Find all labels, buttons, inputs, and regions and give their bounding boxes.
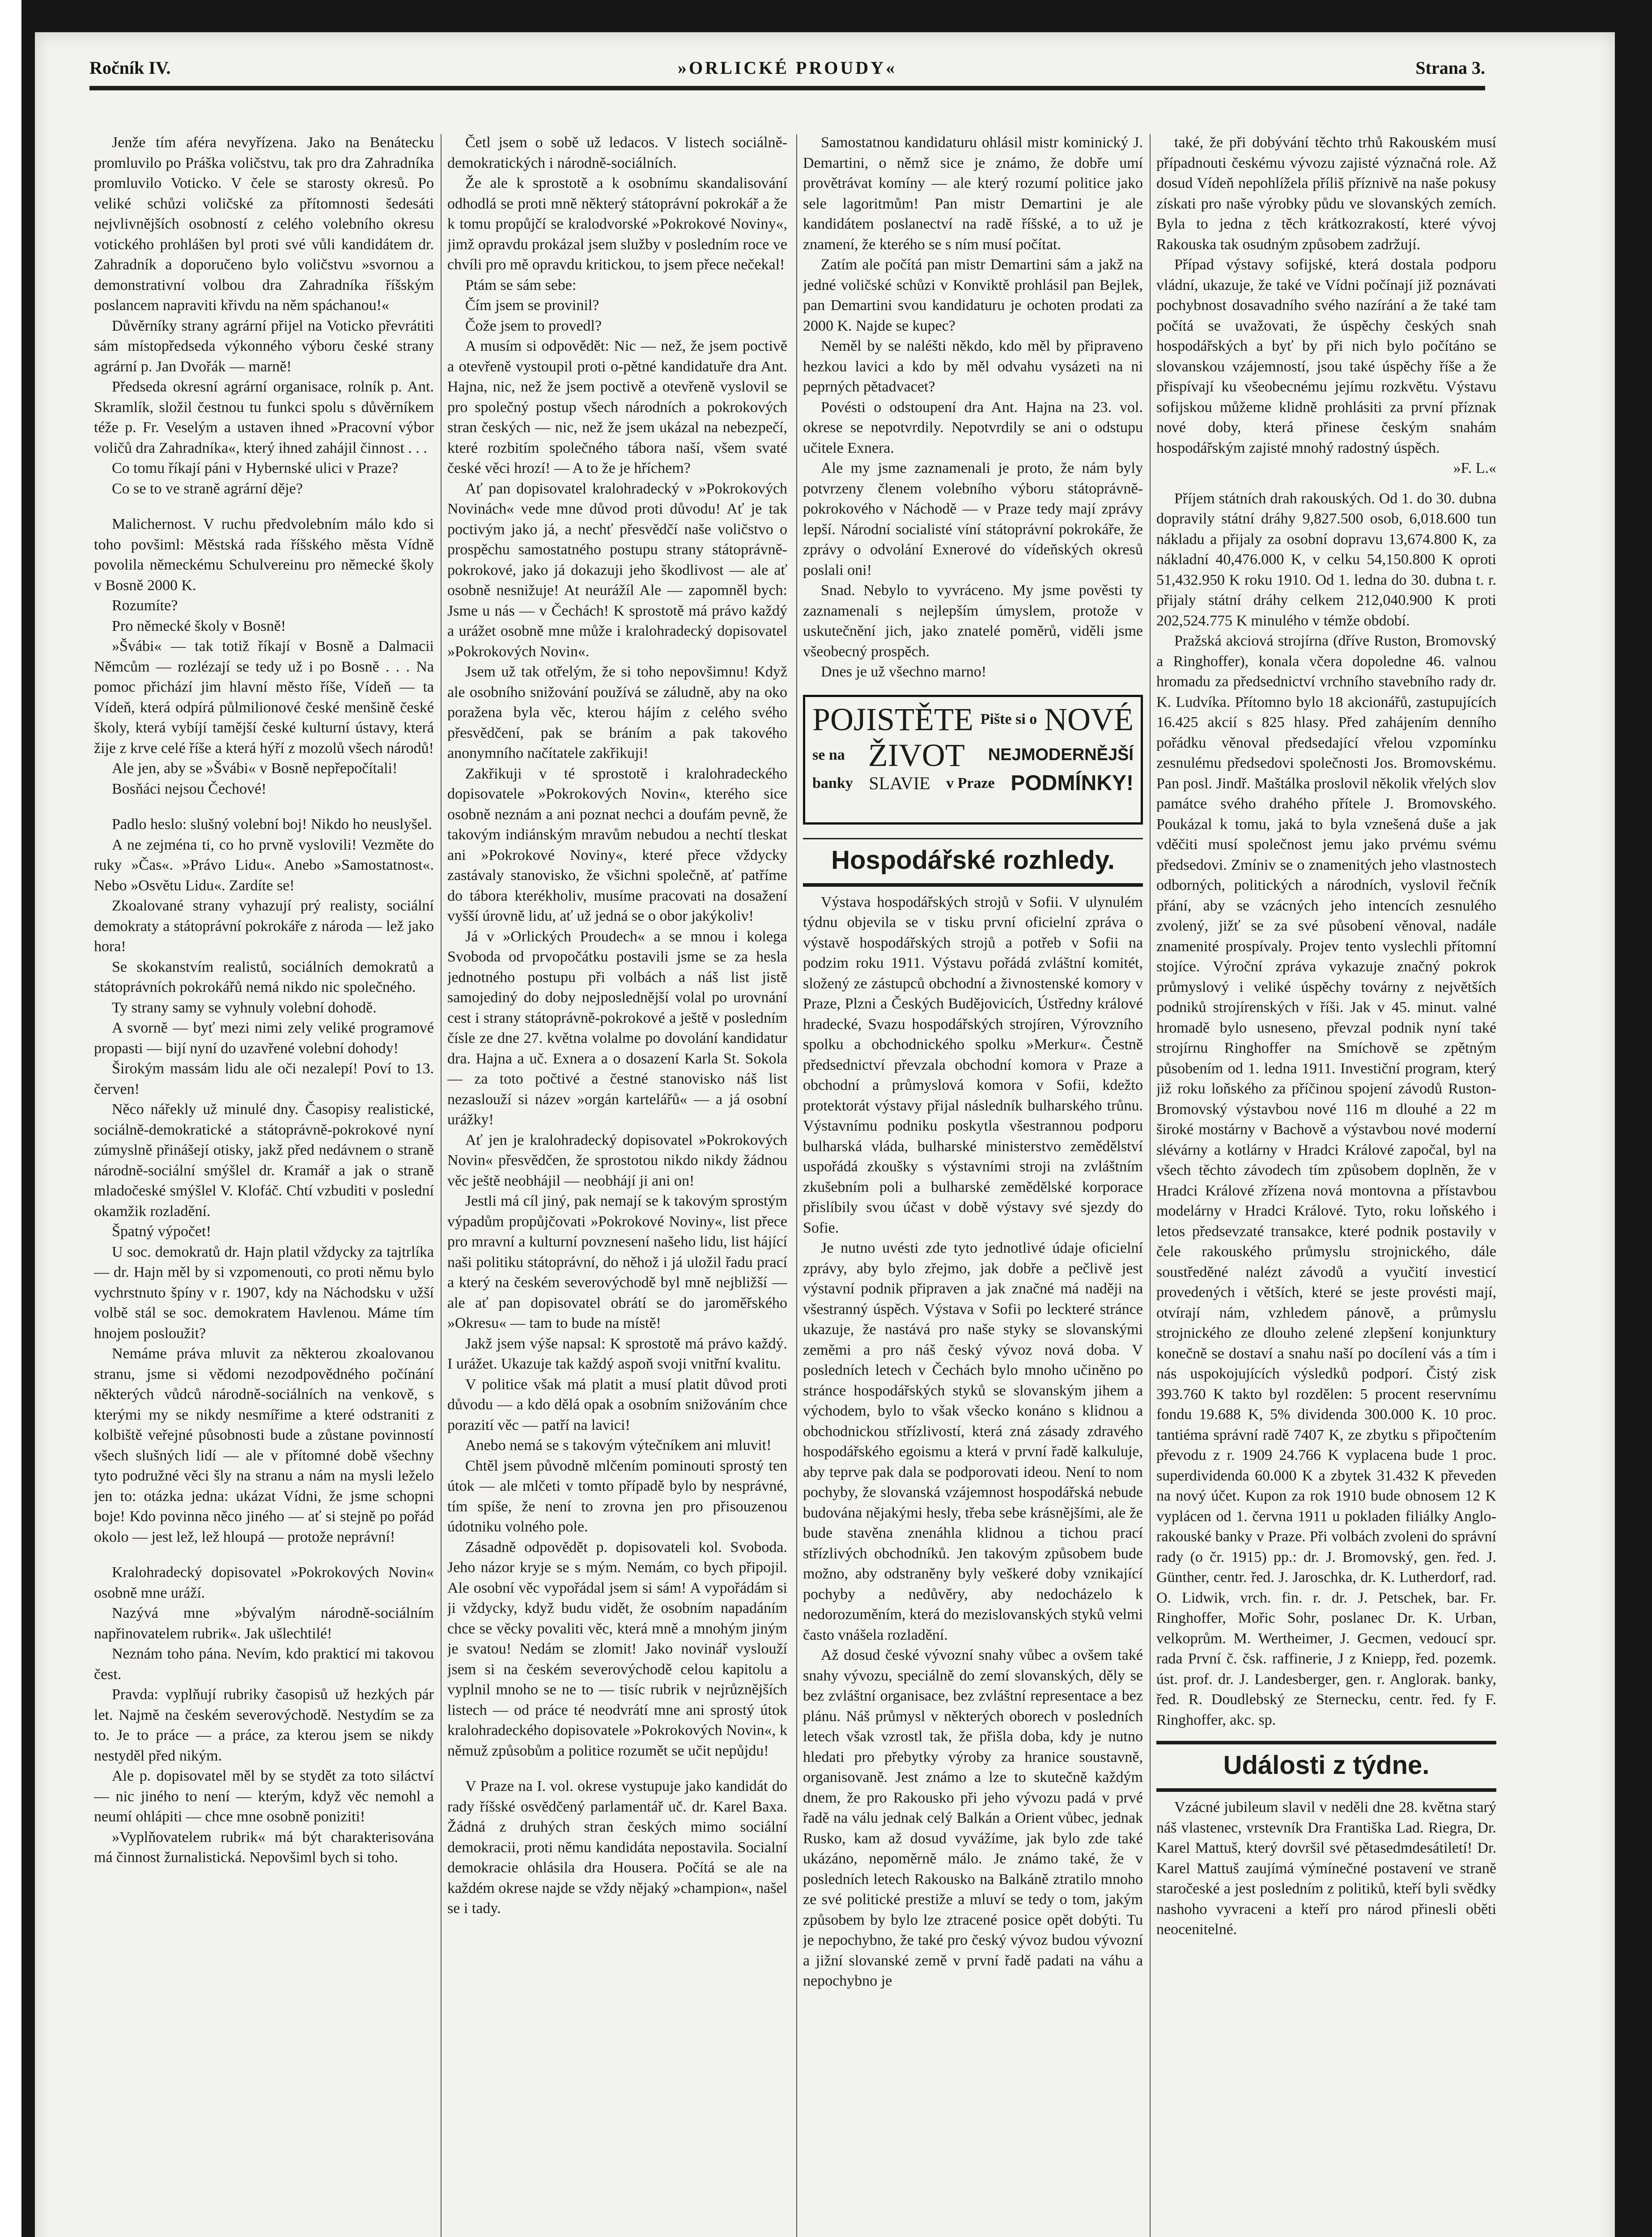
section-rule: [803, 838, 1143, 839]
ad-headline: NOVÉ: [1044, 701, 1134, 737]
paragraph: Ptám se sám sebe:: [465, 276, 577, 293]
column-4-bottom-text: [1156, 1797, 1496, 1940]
ad-text: banky: [812, 774, 853, 791]
ad-company-name: SLAVIE: [869, 773, 930, 793]
paragraph: U soc. demokratů dr. Hajn platil vždycky za tajtrlíka — dr. Hajn měl by si vzpomenouti, co proti němu bylo vychrstnuto špíny v r. 1907, kdy na Náchodsku v užší volbě stál se soc. demokratem Havlenou. Máme tím hnojem posloužit?: [94, 1243, 434, 1342]
ad-headline: POJISTĚTE: [812, 701, 973, 737]
paragraph: Co tomu říkají páni v Hybernské ulici v Praze?: [112, 460, 399, 476]
paragraph: Až dosud české vývozní snahy vůbec a ovšem také snahy vývozu, speciálně do zemí slovanských, děly se bez zvláštní organisace, bez zvláštní representace a bez plánu. Náš průmysl v některých oborech v posledních letech však vzrostl tak, že přišla doba, kdy je nutno hledati pro přebytky výroby za hranice soustavně, organisovaně. Jest známo a lze to skutečně každým dnem, že pro Rakousko při jeho vývozu padá v prvé řadě na válu jednak celý Balkán a Orient vůbec, jednak Rusko, kam až dosud vyvážíme, jak bylo zde také ukázáno, nepoměrně málo. Je známo také, že v posledních letech Rakousko na Balkáně ztratilo mnoho ze své politické prestiže a mluví se tedy o tom, jakým způsobem by bylo lze ztracené posice opět dobýti. Tu je nepochybno, že také pro český vývoz budou vývozní a jižní slovanské země v první řadě padati na váhu a nepochybno je: [803, 1647, 1143, 1989]
paragraph: [94, 799, 434, 814]
paragraph: Zakřikuji v té sprostotě i kralohradeckého dopisovatele »Pokrokových Novin«, kterého sice osobně neznám a ani poznat nechci a doufám pevně, že takovým indiánským mravům nebudou a nechtí tleskat ani »Pokrokové Noviny«, které přece vždycky zastávaly stanovisko, že všichni společně, ať patříme do tábora kterékholiv, musíme pracovati na dosažení vyšší úrovně lidu, ať už jedná se o obor jakýkoliv!: [447, 765, 787, 924]
masthead-rule: [89, 86, 1485, 90]
paragraph: »Vyplňovatelem rubrik« má být charakterisována má činnost žurnalistická. Nepovšiml bych si toho.: [94, 1829, 434, 1866]
paragraph: Něco nářekly už minulé dny. Časopisy realistické, sociálně-demokratické a státoprávně-pokrokové nyní zúmyslně přinášejí otisky, jakž před nedávnem o straně národně-sociální smýšlel dr. Kramář a jak o straně mladočeské smýšlel V. Klofáč. Chtí vzbuditi v poslední okamžik rozladění.: [94, 1101, 434, 1220]
paragraph: [94, 1547, 434, 1562]
paragraph: Neznám toho pána. Nevím, kdo prakticí mi takovou čest.: [94, 1646, 434, 1683]
paragraph: Co se to ve straně agrární děje?: [112, 480, 303, 497]
column-separator: [441, 134, 442, 2237]
paragraph: Ale jen, aby se »Švábi« v Bosně nepřepočítali!: [112, 760, 398, 777]
volume-label: Ročník IV.: [89, 58, 171, 78]
paragraph: Ty strany samy se vyhnuly volební dohodě.: [112, 999, 377, 1016]
ad-headline: PODMÍNKY!: [1011, 771, 1134, 795]
paragraph: Jestli má cíl jiný, pak nemají se k takovým sprostým výpadům propůjčovati »Pokrokové Noviny«, list přece pro mravní a kulturní povznesení našeho lidu, list hájící naši politiku státoprávní, do něhož i já uložil řadu prací a který na českém severovýchodě byl mně nejbližší — ale ať pan dopisovatel obrátí se do jaroměřského »Okresu« — tam to bude na místě!: [447, 1193, 787, 1331]
paragraph: Samostatnou kandidaturu ohlásil mistr kominický J. Demartini, o němž sice je známo, že dobře umí provětrávat komíny — ale který rozumí politice jako sele lagoritmům! Pan mistr Demartini je ale kandidátem poslanectví na radě říšské, a to už je znamení, že kterého se s ním musí počítat.: [803, 134, 1143, 253]
paragraph: Jsem už tak otřelým, že si toho nepovšimnu! Když ale osobního snižování používá se záludně, aby na oko poražena byla věc, kterou hájím z celého svého přesvědčení, pak se bráním a pak takového anonymního načítatele zakřikuji!: [447, 663, 787, 761]
column-separator: [796, 134, 797, 2237]
paragraph: Čím jsem se provinil?: [465, 297, 599, 314]
ad-headline: ŽIVOT: [868, 737, 965, 773]
column-3-top-text: [803, 132, 1143, 682]
paragraph: Zatím ale počítá pan mistr Demartini sám a jakž na jedné voličské schůzi v Konviktě prohlásil pan Bejlek, pan Demartini svou kandidaturu je ochoten prodati za 2000 K. Najde se kupec?: [803, 256, 1143, 334]
paragraph: Čože jsem to provedl?: [465, 317, 602, 334]
paragraph: Výstava hospodářských strojů v Sofii. V ulynulém týdnu objevila se v tisku první oficielní zpráva o výstavě hospodářských strojů a potřeb v Sofii na podzim roku 1911. Výstavu pořádá zvláštní komitét, složený ze zástupců obchodní a živnostenské komory v Praze, Plzni a Českých Budějovicích, Ústředny králové hradecké, Svazu hospodářských strojíren, Výrovzního spolku a obchodnického spolku »Merkur«. Čestně předsednictví převzala obchodní komora v Praze a obchodní a průmyslová komora v Sofii, kdežto protektorát výstavy přijal následník bulharského trůnu. Výstavnímu podniku poskytla všestrannou podporu bulharská vláda, bulharské ministerstvo zemědělství uspořádá zkoušky s výstavními stroji na zvláštním zkušebním poli a bulharské zemědělské korporace přislíbily svou účast v době výstavy své sjezdy do Sofie.: [803, 893, 1143, 1236]
paragraph: Ať jen je kralohradecký dopisovatel »Pokrokových Novin« přesvědčen, že sprostotou nikdo nikdy žádnou věc ještě neobhájil — neobhájí ji ani on!: [447, 1131, 787, 1189]
paragraph: Bosňáci nejsou Čechové!: [112, 780, 267, 797]
paragraph: Je nutno uvésti zde tyto jednotlivé údaje oficielní zprávy, aby bylo zřejmo, jak dobře a pečlivě jest výstavní podnik připraven a jak značné má naději na všestranný úspěch. Výstava v Sofii po leckteré stránce ukazuje, že nastává pro naše styky se slovanskými zeměmi a pro náš český vývoz nová doba. V posledních letech v Čechách bylo mnoho učiněno po stránce hospodářských styků se slovanským jihem a východem, bylo to však všecko konáno s klidnou a obchodnickou střízlivostí, která zná zásady zdravého hospodářského egoismu a která v první řadě kalkuluje, aby teprve pak dala se podporovati ideou. Není to nom pochyby, že slovanská vzájemnost hospodářská nebude budována nějakými hesly, třeba sebe krásnějšími, ale že bude stavěna znenáhla klidnou a tichou prací střízlivých obchodníků. Jen takovým způsobem bude možno, aby odstraněny byly veškeré doby vznikající pochyby a nedůvěry, aby nedocházelo k nedorozuměním, která do mezislovanských styků velmi často vnášela rozladění.: [803, 1240, 1143, 1643]
paragraph: Padlo heslo: slušný volební boj! Nikdo ho neuslyšel.: [112, 816, 432, 833]
paragraph: Důvěrníky strany agrární přijel na Voticko převrátiti sám místopředseda výkonného výboru české strany agrární p. Jan Dvořák — marně!: [94, 317, 434, 375]
column-1: [94, 132, 434, 2237]
paragraph: Nazývá mne »bývalým národně-sociálním napřinovatelem rubrik«. Jak ušlechtilé!: [94, 1605, 434, 1642]
section-heading-hospodarske-rozhledy: Hospodářské rozhledy.: [831, 845, 1115, 875]
paragraph: Zkoalované strany vyhazují prý realisty, sociální demokraty a státoprávní pokrokáře z národa — lež jako hora!: [94, 897, 434, 955]
paragraph: Že ale k sprostotě a k osobnímu skandalisování odhodlá se proti mně některý státoprávní pokrokář a že k tomu propůjčí se kralodvorské »Pokrokové Noviny«, jimž opravdu prokázal jsem služby v posledním roce ve chvíli pro mě opravdu kritickou, to jsem přece nečekal!: [447, 175, 787, 273]
paragraph: Pražská akciová strojírna (dříve Ruston, Bromovský a Ringhoffer), konala včera dopoledne 46. valnou hromadu za předsednictví vrchního stavebního rady dr. K. Ludvíka. Přítomno bylo 18 akcionářů, zastupujících 16.425 akcií s 825 hlasy. Před zahájením denního pořádku věnoval předsedající vřelou vzpomínku zesnulému předsedovi společnosti Jos. Bromovskému. Pan posl. Jindř. Maštálka proslovil několik vřelých slov památce svého drahého přítele J. Bromovského. Poukázal k tomu, jaká to byla vznešená duše a jak vděčiti musí společnost jemu jako prvému svému předsedovi. Zmíniv se o znamenitých jeho vlastnostech odborných, politických a národních, vyslovil řečník přání, aby se vzácných jeho intencích zesnulého zvolený, jižť se za své působení věnoval, nadále znamenité prospívaly. Projev tento vyslechli přítomní stojíce. Výroční zpráva vykazuje značný pokrok průmyslový i veliké úspěchy továrny z největších podniků strojírenských v říši. Jak v 45. minut. valné hromadě bylo usneseno, převzal podnik nyní také strojírnu Ringhoffer na Smíchově se zpětným působením od 1. ledna 1911. Investiční program, který již roku loňského za příčinou spojení závodů Ruston-Bromovský výstavbou nové 116 m dlouhé a 22 m široké mostárny v Bachově a výstavbou nové moderní slévárny a kotlárny v Hradci Králové započal, byl na všech těchto závodech tím způsobem doplněn, že v Hradci Králové zřízena nová montovna a přístavbou modelárny v Hradci Králové. Tyto, roku loňského i letos předsevzaté transakce, které podnik postavily v čele rakouského průmyslu strojnického, dále soustředěné nalézt závodů a vyučití investicí provedených i větších, které se jeste provésti mají, otvírají nám, vzhledem pánově, a průmyslu strojnického ze dlouho zelené zlepšení konjunktury konečně se dostaví a snahu naší po docílení vás a tím i nás uspokojujících výsledků podporí. Čistý zisk 393.760 K takto byl rozdělen: 5 procent reservnímu fondu 19.688 K, 5% dividenda 300.000 K. 10 proc. tantiéma správní radě 7407 K, ze zbytku s připočtením převodu z r. 1909 24.766 K vyplacena bude 1 proc. superdividenda 60.000 K a zbytek 31.432 K převeden na nový účet. Kupon za rok 1910 bude obnosem 12 K vyplácen od 1. června 1911 u pokladen filiálky Anglo-rakouské banky v Praze. Při volbách zvoleni do správní rady (o čr. 1915) pp.: dr. J. Bromovský, gen. řed. J. Günther, centr. řed. J. Jaroschka, dr. K. Lutherdorf, rad. O. Lidwik, vrch. fin. r. dr. J. Petschek, bar. Fr. Ringhoffer, Mořic Sohr, poslanec Dr. K. Urban, velkoprům. M. Wertheimer, J. Gecmen, vedoucí spr. rada První č. čsk. raffinerie, J z Kniepp, řed. pozemk. úst. prof. dr. J. Landesberger, gen. r. Anglorak. banky, řed. R. Doudlebský ze Sternecku, centr. řed. fy F. Ringhoffer, akc. sp.: [1156, 633, 1496, 1728]
paragraph: Dnes je už všechno marno!: [821, 663, 987, 680]
ad-text: se na: [812, 746, 845, 763]
column-3: [803, 132, 1143, 2237]
paragraph: Příjem státních drah rakouských. Od 1. do 30. dubna dopravily státní dráhy 9,827.500 osob, 6,018.600 tun nákladu a přijaly za osobní dopravu 13,674.800 K, za nákladní 40,476.000 K, v celku 54,150.800 K oproti 51,432.950 K roku 1910. Od 1. ledna do 30. dubna t. r. přijaly státní dráhy celkem 212,040.900 K proti 202,524.775 K minulého v témže období.: [1156, 490, 1496, 629]
paragraph: »Švábi« — tak totiž říkají v Bosně a Dalmacii Němcům — rozlézají se tedy už i po Bosně . . . Na pomoc přichází jim hlavní město říše, Vídeň — ta Vídeň, která odpírá půlmilionové české menšině české školy, která vybíjí tamější české kulturní ústavy, která žije z krve celé říše a která hýří z mozolů všech národů!: [94, 638, 434, 757]
paragraph: Předseda okresní agrární organisace, rolník p. Ant. Skramlík, složil čestnou tu funkci spolu s důvěrníkem téže p. Fr. Veselým a ustaven ihned »Pracovní výbor voličů dra Zahradníka«, který ihned zahájil činnost . . .: [94, 379, 434, 456]
paragraph: Pravda: vyplňují rubriky časopisů už hezkých pár let. Najmě na českém severovýchodě. Nestydím se za to. Je to práce — a práce, za kterou jsem se nikdy nestyděl před nikým.: [94, 1686, 434, 1764]
paragraph: Špatný výpočet!: [112, 1223, 211, 1240]
paragraph: [94, 499, 434, 514]
paragraph: Malichernost. V ruchu předvolebním málo kdo si toho povšiml: Městská rada říšského města Vídně povolila německému Schulvereinu pro německé školy v Bosně 2000 K.: [94, 516, 434, 594]
ad-text: v Praze: [946, 774, 995, 791]
paragraph: Případ výstavy sofijské, která dostala podporu vládní, ukazuje, že také ve Vídni počínají již poznávati pochybnost dosavadního svého nazírání a že také tam počítá se uvažovati, že úspěchy českých snah hospodářských a byť by při nich bylo počítáno se slovanskou vzájemností, jsou také úspěchy říše a že přispívají ku všeobecnému jejímu rozkvětu. Výstavu sofijskou můžeme klidně prohlásiti za první příznak nové doby, která přinese českým snahám hospodářským zajisté mnohý radostný úspěch.: [1156, 256, 1496, 456]
author-signature: »F. L.«: [1453, 460, 1496, 476]
paragraph: Nemáme práva mluvit za některou zkoalovanou stranu, jsme si vědomi nezodpovědného počínání některých vůdců národně-sociálních na venkově, s kterými my se nikdy nesmířime a které odstraniti z kolbiště veřejné působnosti bude a zůstane povinností všech slušných lidí — ale v přítomné době všechny tyto podružné věci šly na stranu a nám na mysli leželo jen to: otázka jedna: ukázat Vídni, že jsme schopni boje! Kdo povinna něco jiného — ať si stejně po pořád okolo — jest lež, lež hloupá — protože neprávní!: [94, 1345, 434, 1545]
paragraph: Se skokanstvím realistů, sociálních demokratů a státoprávních pokrokářů nemá nikdo nic společného.: [94, 958, 434, 995]
paragraph: Neměl by se naléšti někdo, kdo měl by připraveno hezkou lavici a kdo by měl odvahu vysázeti na ni peprných pětadvacet?: [803, 338, 1143, 395]
paragraph: také, že při dobývání těchto trhů Rakouském musí případnouti českému vývozu zajisté význačná role. Až dosud Vídeň nepohlížela příliš příznivě na naše pokusy získati pro naše výrobky půdu ve slovanských zemích. Byla to jedna z těch krátkozrakostí, které vývoj Rakouska tak osudným způsobem zadržují.: [1156, 134, 1496, 253]
paragraph: A svorně — byť mezi nimi zely veliké programové propasti — bijí nyní do uzavřené volební dohody!: [94, 1020, 434, 1057]
masthead: [89, 57, 1485, 84]
section-heading-udalosti-z-tydne: Události z týdne.: [1223, 1751, 1430, 1780]
left-margin-strip: [0, 0, 21, 2237]
paragraph: Snad. Nebylo to vyvráceno. My jsme pověsti ty zaznamenali s nejlepším úmyslem, protože v uskutečnění jich, jako znatelé poměrů, viděli jsme všeobecný prospěch.: [803, 582, 1143, 660]
paragraph: V politice však má platit a musí platit důvod proti důvodu — a kdo dělá opak a osobním snižováním chce porazití věc — patří na lavici!: [447, 1376, 787, 1433]
column-separator: [1150, 134, 1151, 2237]
paragraph: Anebo nemá se s takovým výtečníkem ani mluvit!: [465, 1437, 772, 1454]
paragraph: Četl jsem o sobě už ledacos. V listech sociálně-demokratických i národně-sociálních.: [447, 134, 787, 171]
section-rule: [1156, 1788, 1496, 1792]
paragraph: Ale my jsme zaznamenali je proto, že nám byly potvrzeny členem volebního výboru státoprávně-pokrokového v Náchodě — v Praze tedy mají zprávy lepší. Národní socialisté víní státoprávní pokrokáře, že zprávy o odvolání Exnerové do vídeňských okresů poslali oni!: [803, 460, 1143, 578]
page-number: Strana 3.: [1415, 58, 1485, 78]
paragraph: Pro německé školy v Bosně!: [112, 617, 286, 634]
column-4-mid-text: [1156, 489, 1496, 1731]
paragraph: Ale p. dopisovatel měl by se stydět za toto siláctví — nic jiného to není — kterým, když věc nemohl a neumí ohlápiti — chce mne osobně poniziti!: [94, 1768, 434, 1825]
paragraph: Rozumíte?: [112, 597, 178, 614]
paragraph: V Praze na I. vol. okrese vystupuje jako kandidát do rady říšské osvědčený parlamentář uč. dr. Karel Baxa. Žádná z druhých stran českých mimo sociální demokracii, proti němu kandidáta nepostavila. Socialní demokracie ohlásila dra Housera. Počítá se ale na každém okrese najde se vždy nějaký »champion«, našel se i tady.: [447, 1778, 787, 1917]
paragraph: Jakž jsem výše napsal: K sprostotě má právo každý. I urážet. Ukazuje tak každý aspoň svoji vnitřní kvalitu.: [447, 1335, 787, 1372]
section-rule: [1156, 1741, 1496, 1744]
column-2: [447, 132, 787, 2237]
paragraph: Povésti o odstoupení dra Ant. Hajna na 23. vol. okrese se nepotvrdily. Nepotvrdily se ani o odstupu učitele Exnera.: [803, 399, 1143, 456]
paragraph: Ať pan dopisovatel kralohradecký v »Pokrokových Novinách« vede mne důvod proti důvodu! Ať je tak poctivým jako já, a nechť přesvědčí naše voličstvo o prospěchu samostatného postupu strany státoprávně-pokrokové, jako já dokazuji jeho škodlivost — ale ať osobně nesnižuje! At neurážíl Ale — zapomněl bych: Jsme u nás — v Čechách! K sprostotě má právo každý a urážet osobně mne může i kralohradecký dopisovatel »Pokrokových Novin«.: [447, 480, 787, 660]
paragraph: Chtěl jsem původně mlčením pominouti sprostý ten útok — ale mlčeti v tomto případě bylo by nesprávné, tím spíše, že není to zrovna jen pro přisouzenou údotniku volného pole.: [447, 1457, 787, 1535]
column-4: [1156, 132, 1496, 2237]
slavie-insurance-advertisement: [803, 695, 1143, 825]
paragraph: Vzácné jubileum slavil v neděli dne 28. května starý náš vlastenec, vrstevník Dra Františka Lad. Riegra, Dr. Karel Mattuš, který dovršil své pětasedmdesátiletí! Dr. Karel Mattuš zaujímá výmínečné postavení ve straně staročeské a jest posledním z politiků, kteří byli svědky nashoho vyvraceni a kteří pro národ přinesli oběti neocenitelné.: [1156, 1799, 1496, 1938]
paragraph: Zásadně odpovědět p. dopisovateli kol. Svoboda. Jeho názor kryje se s mým. Nemám, co bych připojil. Ale osobní věc vypořádal jsem si sám! A vypořádám si ji vždycky, když budu vidět, že osobním napadáním chce se věcky povaliti věc, která mně a mnohým jiným je svatou! Nedám se zlomit! Jako novinář vyslouží jsem si na českém severovýchodě celou kapitolu a vyplnil mnoho se ne to — tisíc rubrik v nejrůznějších listech — od práce té neodvrátí mne ani sprostý útok kralohradeckého dopisovatele »Pokrokových Novin«, k němuž způsobům a politice rozumět se učit nepůjdu!: [447, 1539, 787, 1759]
paragraph: Širokým massám lidu ale oči nezalepí! Poví to 13. červen!: [94, 1060, 434, 1097]
column-3-bottom-text: [803, 892, 1143, 1991]
paragraph: [447, 1761, 787, 1776]
paragraph: A ne zejména ti, co ho prvně vyslovili! Vezměte do ruky »Čas«. »Právo Lidu«. Anebo »Samostatnost«. Nebo »Osvětu Lidu«. Zardíte se!: [94, 836, 434, 894]
ad-text: NEJMODERNĚJŠÍ: [988, 745, 1134, 764]
section-rule: [803, 883, 1143, 887]
paragraph: Já v »Orlických Proudech« a se mnou i kolega Svoboda od prvopočátku postavili jsme se za hesla jednotného postupu při volbách a náš list jistě samojediný do doby nejposlednější volal po urovnání cest i strany státoprávně-pokrokové a ještě v posledním čísle ze dne 27. května volalme po dovolání kandidatur dra. Hajna a uč. Exnera a o dosazení Karla St. Sokola — za toto počtivé a čestné stanovisko náš list nezaslouží si název »orgán kartelářů« — a já osobní urážky!: [447, 928, 787, 1128]
paragraph: Jenže tím aféra nevyřízena. Jako na Benátecku promluvilo po Práška voličstvu, tak pro dra Zahradníka promluvilo Voticko. V čele se starosty okresů. Po veliké schůzi voličské za přítomnosti šedesáti nejvlivnějších osobností z celého volebního okresu votického prohlášen byl proti své vůli kandidátem dr. Zahradník a doporučeno bylo voličstvu »svornou a demonstrativní volbou dra Zahradníka říšským poslancem napraviti křivdu na něm spáchanou!«: [94, 134, 434, 314]
ad-text: Pište si o: [980, 710, 1037, 727]
newspaper-title: »ORLICKÉ PROUDY«: [677, 58, 897, 78]
column-4-top-text: [1156, 132, 1496, 458]
paragraph: A musím si odpovědět: Nic — než, že jsem poctivě a otevřeně vystoupil proti o-pětné kandidatuře dra Ant. Hajna, nic, než že jsem poctivě a otevřeně vyslovil se pro společný postup všech národních a pokrokových stran českých — nic, než že jsem ukázal na nebezpečí, které rozbitím společného tábora naší, všem svaté české věci hrozí! — A to že je hříchem?: [447, 338, 787, 476]
paragraph: Kralohradecký dopisovatel »Pokrokových Novin« osobně mne uráží.: [94, 1564, 434, 1601]
